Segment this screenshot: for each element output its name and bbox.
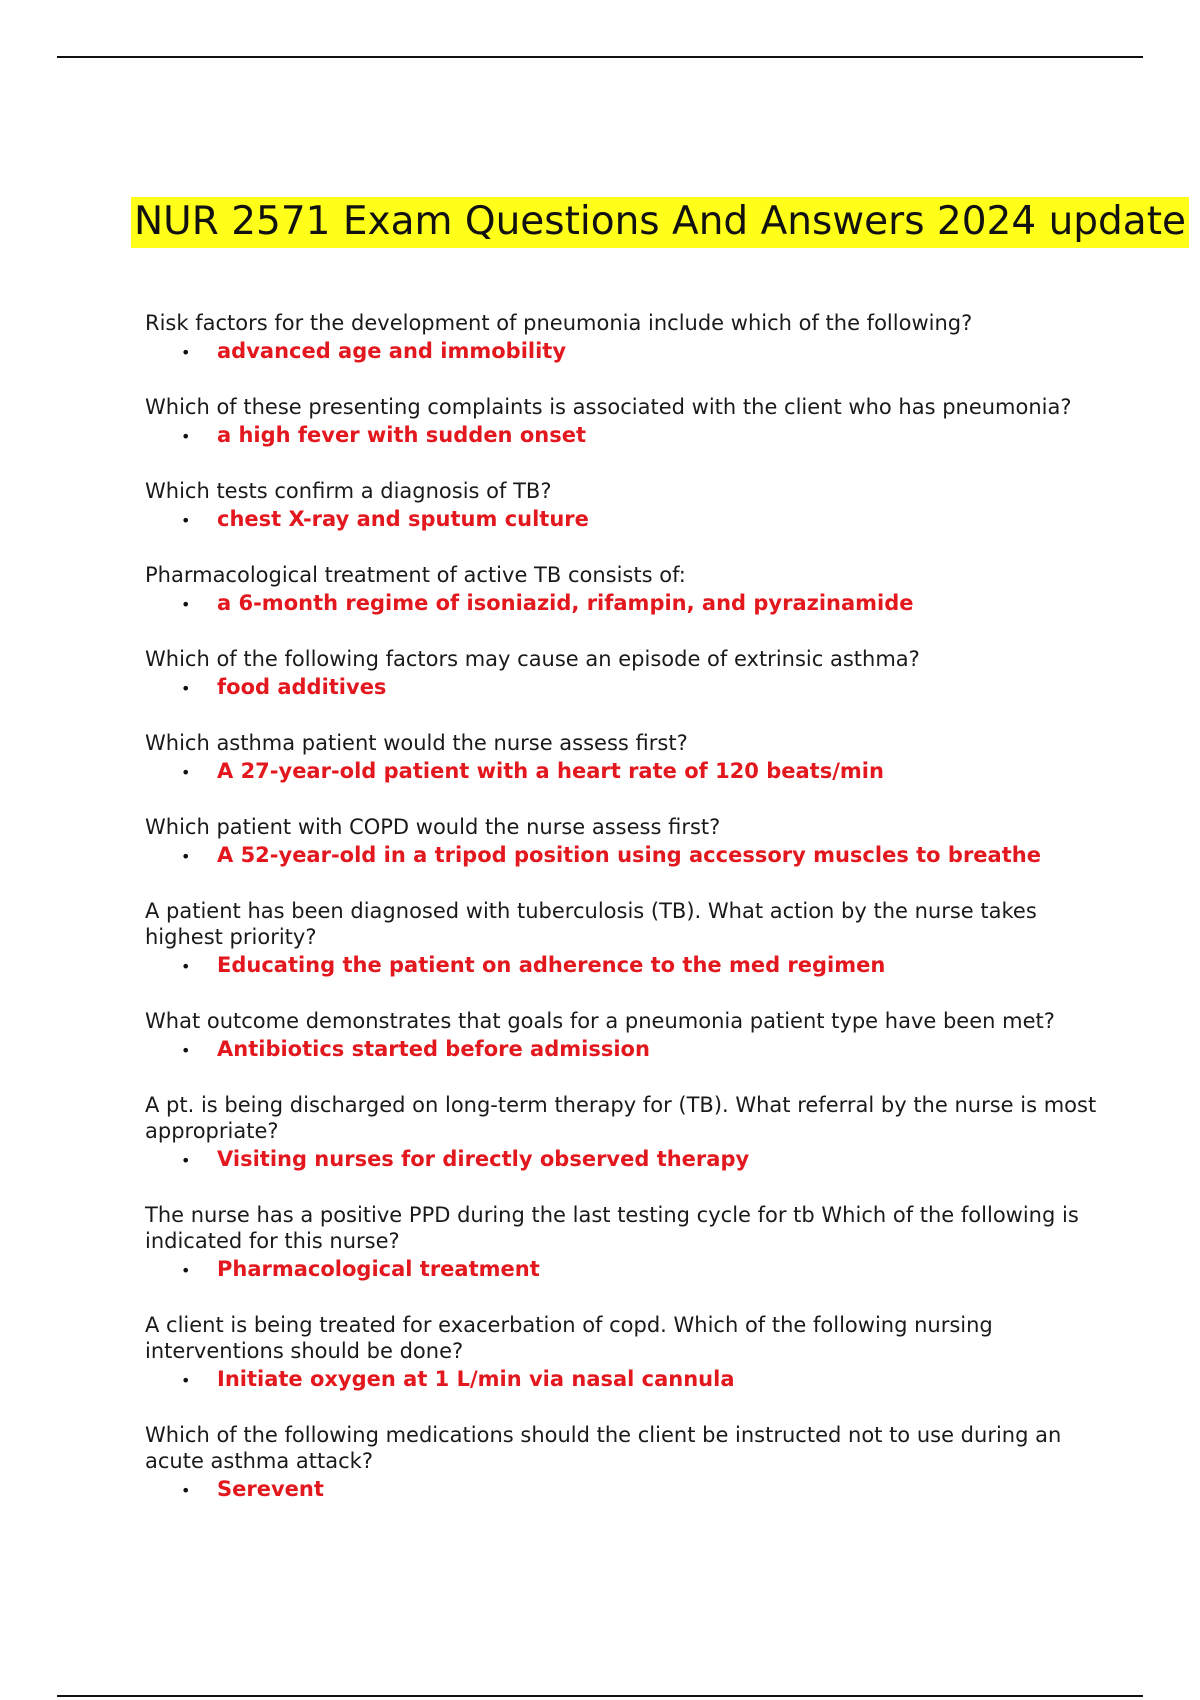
question-text: A pt. is being discharged on long-term therapy for (TB). What referral by the nurse is most appropriate? bbox=[145, 1093, 1097, 1143]
answer-text: Pharmacological treatment bbox=[217, 1257, 540, 1281]
bullet-icon: • bbox=[181, 1261, 191, 1280]
answer-row bbox=[145, 1255, 1105, 1285]
qa-item bbox=[145, 814, 1105, 871]
top-divider bbox=[57, 56, 1143, 58]
answer-text: a 6-month regime of isoniazid, rifampin, and pyrazinamide bbox=[217, 591, 914, 615]
qa-item bbox=[145, 1092, 1105, 1175]
answer-row bbox=[145, 589, 1105, 619]
answer-row bbox=[145, 1035, 1105, 1065]
answer-row bbox=[145, 421, 1105, 451]
answer-row bbox=[145, 505, 1105, 535]
answer-row bbox=[145, 1475, 1105, 1505]
answer-row bbox=[145, 337, 1105, 367]
bullet-icon: • bbox=[181, 1151, 191, 1170]
answer-text: Initiate oxygen at 1 L/min via nasal cannula bbox=[217, 1367, 735, 1391]
question-text: Risk factors for the development of pneumonia include which of the following? bbox=[145, 311, 973, 335]
answer-text: chest X-ray and sputum culture bbox=[217, 507, 589, 531]
qa-item bbox=[145, 562, 1105, 619]
bullet-icon: • bbox=[181, 763, 191, 782]
answer-text: advanced age and immobility bbox=[217, 339, 567, 363]
qa-item bbox=[145, 1422, 1105, 1505]
question-text: Which of the following factors may cause an episode of extrinsic asthma? bbox=[145, 647, 920, 671]
bullet-icon: • bbox=[181, 1041, 191, 1060]
document-title bbox=[120, 198, 1200, 246]
answer-text: a high fever with sudden onset bbox=[217, 423, 586, 447]
bullet-icon: • bbox=[181, 1481, 191, 1500]
question-text: A patient has been diagnosed with tuberculosis (TB). What action by the nurse takes highest priority? bbox=[145, 899, 1037, 949]
answer-row bbox=[145, 1145, 1105, 1175]
answer-text: Antibiotics started before admission bbox=[217, 1037, 650, 1061]
question-text: What outcome demonstrates that goals for a pneumonia patient type have been met? bbox=[145, 1009, 1055, 1033]
answer-text: A 27-year-old patient with a heart rate of 120 beats/min bbox=[217, 759, 884, 783]
bottom-divider bbox=[57, 1695, 1143, 1697]
answer-text: food additives bbox=[217, 675, 387, 699]
answer-text: Visiting nurses for directly observed therapy bbox=[217, 1147, 750, 1171]
qa-item bbox=[145, 1312, 1105, 1395]
qa-item bbox=[145, 730, 1105, 787]
answer-text: Educating the patient on adherence to the med regimen bbox=[217, 953, 886, 977]
qa-list bbox=[145, 310, 1105, 1532]
answer-row bbox=[145, 673, 1105, 703]
qa-item bbox=[145, 394, 1105, 451]
bullet-icon: • bbox=[181, 847, 191, 866]
answer-row bbox=[145, 841, 1105, 871]
document-title-text: NUR 2571 Exam Questions And Answers 2024 update bbox=[131, 197, 1189, 248]
answer-row bbox=[145, 1365, 1105, 1395]
question-text: Pharmacological treatment of active TB consists of: bbox=[145, 563, 686, 587]
question-text: A client is being treated for exacerbation of copd. Which of the following nursing interventions should be done? bbox=[145, 1313, 993, 1363]
qa-item bbox=[145, 478, 1105, 535]
qa-item bbox=[145, 898, 1105, 981]
question-text: The nurse has a positive PPD during the last testing cycle for tb Which of the following is indicated for this nurse? bbox=[145, 1203, 1079, 1253]
question-text: Which tests confirm a diagnosis of TB? bbox=[145, 479, 552, 503]
bullet-icon: • bbox=[181, 343, 191, 362]
qa-item bbox=[145, 310, 1105, 367]
bullet-icon: • bbox=[181, 511, 191, 530]
qa-item bbox=[145, 646, 1105, 703]
question-text: Which patient with COPD would the nurse assess first? bbox=[145, 815, 721, 839]
answer-text: A 52-year-old in a tripod position using accessory muscles to breathe bbox=[217, 843, 1041, 867]
question-text: Which of the following medications should the client be instructed not to use during an acute asthma attack? bbox=[145, 1423, 1062, 1473]
bullet-icon: • bbox=[181, 957, 191, 976]
answer-row bbox=[145, 757, 1105, 787]
question-text: Which of these presenting complaints is associated with the client who has pneumonia? bbox=[145, 395, 1072, 419]
bullet-icon: • bbox=[181, 1371, 191, 1390]
qa-item bbox=[145, 1008, 1105, 1065]
bullet-icon: • bbox=[181, 679, 191, 698]
answer-text: Serevent bbox=[217, 1477, 324, 1501]
answer-row bbox=[145, 951, 1105, 981]
qa-item bbox=[145, 1202, 1105, 1285]
bullet-icon: • bbox=[181, 427, 191, 446]
question-text: Which asthma patient would the nurse assess first? bbox=[145, 731, 688, 755]
bullet-icon: • bbox=[181, 595, 191, 614]
